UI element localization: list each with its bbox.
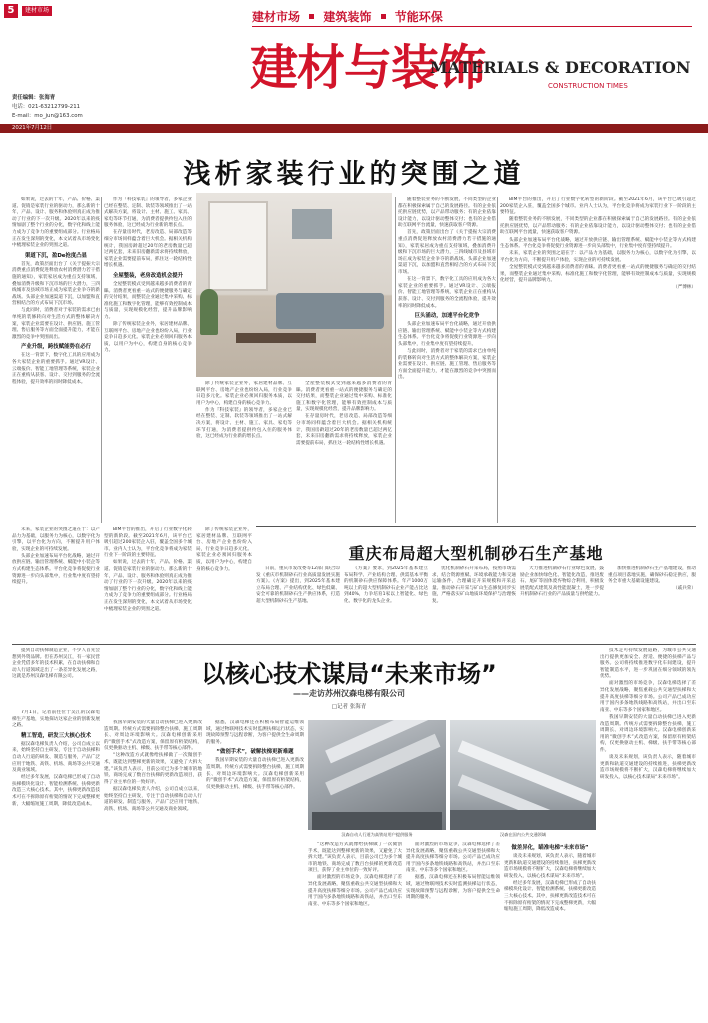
masthead-english: MATERIALS & DECORATION	[430, 58, 691, 77]
article2-col3	[432, 566, 516, 640]
article3-col2	[104, 720, 202, 1015]
article3-col7	[600, 648, 696, 1015]
article1-paragraph: 除了传统家装企业外，家居建材品牌、互联网平台、房地产企业也纷纷入局，行业竞争日趋多元化。家装企业必须回归服务本质，以用户为中心，构建自身的核心竞争力。	[196, 527, 252, 572]
article3-paragraph: 面对激烈的市场竞争，汉森电梯选择了差异化发展战略，聚焦重载公共交通型扶梯和大提升高度扶梯等细分市场。公司产品已成功应用于国内多条地铁线路和高铁站，并出口至东南亚、中东等多个国家和地区。	[406, 842, 500, 874]
article1-subhead: 巨头涌动，加速平台化竞争	[414, 313, 480, 320]
article1-paragraph: BIM平台的推出，开启了行业数字化转型的新阶段。截至2021年6月，该平台已吸引超过200家装企入驻，覆盖全国多个城市。业内人士认为，平台化竞争将成为家装行业下一阶段的主要特征。	[500, 197, 696, 216]
photo-sofa	[276, 293, 384, 329]
article1-paragraph: 随着整装业务的不断发展，不同类型的企业都在积极探索属于自己的发展路径。有的企业依托供应链优势，以产品带动服务；有的企业依靠设计能力，以设计驱动整体交付；也有的企业借助互联网平台流量，快速获取客户资源。	[398, 197, 496, 229]
article3-byline: □记者 张海青	[331, 704, 367, 710]
column-divider	[101, 197, 102, 523]
article3-paragraph: “这种改造方式就像给扶梯做了一次微创手术，既能达到整梯更新的效果，又避免了大拆大建。”该负责人表示，目前公司已为多个城市的地铁、商场完成了数百台扶梯的更新改造项目，获得了业主单位的一致好评。	[308, 842, 402, 874]
article1-paragraph: 未来，家装企业的突围之道在于：以产品力为基础，以服务力为核心，以数字化为引擎，以平台化为方向，不断提升用户体验，实现企业的可持续发展。	[12, 527, 100, 552]
article3-paragraph: 我国早期安装的大量自动扶梯已进入更新改造周期。传统方式需要拆除整台扶梯，施工周期长、对周边环境影响大。汉森电梯创新采用的“微创手术”式改造方案，保留原有桁架结构，仅更换驱动主机、梯级、扶手带等核心部件。	[600, 714, 696, 753]
article1-paragraph: 头部企业加速布局平台化战略，通过开放供应链、输出管理系统、赋能中小装企等方式构建生态体系。平台化竞争将促使行业资源进一步向头部集中，行业集中度有望持续提升。	[12, 553, 100, 586]
nav-separator-icon	[381, 14, 386, 19]
article3-paragraph: 据悉，汉森电梯还在积极布局智能运维领域，通过物联网技术实时监测扶梯运行状态，实现故障预警与远程诊断，为客户提供全生命周期的服务。	[206, 720, 304, 745]
article1-subhead: 渠道下沉，盈De抢度凸显	[24, 252, 88, 259]
article3-paragraph: 我国早期安装的大量自动扶梯已进入更新改造周期。传统方式需要拆除整台扶梯，施工周期长、对周边环境影响大。汉森电梯创新采用的“微创手术”式改造方案，保留原有桁架结构，仅更换驱动主机、梯级、扶手带等核心部件。	[206, 758, 304, 790]
article1-paragraph: 全屋整装模式受到越来越多消费者的青睐。消费者更看重一站式的便捷服务与确定的交付结果，而整装企业通过集中采购、标准化施工和数字化管理，能够有效控制成本与质量，实现规模化经营，提升品牌影响力。	[500, 264, 696, 284]
article3-paragraph: 据悉，汉森电梯还在积极布局智能运维领域，通过物联网技术实时监测扶梯运行状态，实现故障预警与远程诊断，为客户提供全生命周期的服务。	[406, 875, 500, 901]
article3-headline: 以核心技术谋局“未来市场”	[201, 660, 497, 688]
article1-paragraph: 与此同时，消费者对于家装的需求已由单纯的装修转向对生活方式的整体解决方案，家装企业需要在设计、供应链、施工管理、售后服务等方面全面提升能力，才能在激烈的竞争中突围而出。	[398, 348, 496, 381]
article2-col5	[608, 566, 696, 640]
article1-paragraph: 除了传统家装企业外，家居建材品牌、互联网平台、房地产企业也纷纷入局，行业竞争日趋多元化。家装企业必须回归服务本质，以用户为中心，构建自身的核心竞争力。	[196, 381, 292, 406]
article1-col5	[500, 197, 696, 523]
article2-author: （戚兵荣）	[673, 586, 696, 592]
article1-paragraph: 与此同时，消费者对于家装的需求已由单纯的装修转向对生活方式的整体解决方案，家装企业需要在设计、供应链、施工管理、售后服务等方面全面提升能力，才能在激烈的竞争中突围而出。	[12, 308, 100, 340]
article3-paragraph: 据汉森电梯负责人介绍，公司自成立以来，始终坚持自主研发，专注于自动扶梯和自动人行道的研发、制造与服务，产品广泛应用于地铁、高铁、机场、商场等公共交通及商业领域。	[104, 786, 202, 812]
article3-top-rule	[12, 644, 696, 645]
photo-caption-2: 汉森在国内公共交通领域	[499, 832, 547, 837]
nav-item-market: 建材市场	[252, 10, 301, 24]
article2-paragraph: 日前，重庆市发改委等12部门联合印发《重庆市机制砂石行业高质量发展实施方案》。《方案》提出，到2025年基本建立布局合理、产业结构优化、绿色低碳、安全可靠的机制砂石生产供应体系，打造超大型机制砂石生产基地。	[256, 566, 340, 604]
article1-col1-cont	[12, 527, 100, 639]
article3-paragraph: 经过多年发展，汉森电梯已形成了自动扶梯模块化设计、智能检测系统、扶梯更新改造三大核心技术。其中，扶梯更新改造技术可在不拆除原有桁架的情况下完成整梯更新，大幅缩短施工周期，降低改造成本。	[12, 775, 100, 807]
nav-item-environment: 节能环保	[394, 10, 443, 24]
masthead-title: 建材与装饰	[250, 40, 486, 96]
escalator-shape	[458, 740, 592, 804]
article3-subhead: 精工智造，研发三大核心技术	[20, 732, 92, 739]
article3-paragraph: 经过多年发展，汉森电梯已形成了自动扶梯模块化设计、智能检测系统、扶梯更新改造三大核心技术。其中，扶梯更新改造技术可在不拆除原有桁架的情况下完成整梯更新，大幅缩短施工周期，降低改造成本。	[504, 880, 596, 913]
article1-col2-cont	[104, 527, 192, 639]
article1-paragraph: 在这一背景下，数字化工具的应用成为各大家装企业的重要抓手。通过VR设计、云端报价、智能工地管理等系统，家装企业正在重构从获客、设计、交付到服务的全流程体验，提升效率的同时降低成本。	[12, 353, 100, 385]
article1-paragraph: 在这一背景下，数字化工具的应用成为各大家装企业的重要抓手。通过VR设计、云端报价、智能工地管理等系统，家装企业正在重构从获客、设计、交付到服务的全流程体验，提升效率的同时降低成本。	[398, 277, 496, 309]
photo-plant	[200, 289, 218, 335]
column-divider	[497, 197, 498, 523]
article3-subhead: “做创手术”，破解扶梯更新难题	[216, 749, 294, 756]
escalator-shape	[312, 812, 442, 830]
escalator-photo-2	[450, 720, 596, 830]
article3-col6	[504, 842, 596, 1015]
article3-paragraph: 提到自动扶梯制造企业，不少人首先会想到外资品牌。但在苏州吴江，有一家民营企业凭借多年的技术积累，在自动扶梯和自动人行道领域走出了一条差异化发展之路，这就是苏州汉森电梯有限公司。	[12, 648, 100, 680]
article1-paragraph: 头部企业加速布局平台化战略，通过开放供应链、输出管理系统、赋能中小装企等方式构建生态体系。平台化竞争将促使行业资源进一步向头部集中，行业集中度有望持续提升。	[500, 237, 696, 250]
article2-paragraph: 优化机制砂石开采布局，按照市场需求，结合资源禀赋、环境承载能力和交通运输条件，合理确定开采规模和开采总量。推动砂石开采与矿山生态修复同步实施，严格落实矿山地质环境保护与治理恢复。	[432, 566, 516, 604]
photo-table	[236, 333, 316, 343]
article3-col4	[308, 842, 402, 1015]
article1-paragraph: 未来，家装企业的突围之道在于：以产品力为基础，以服务力为核心，以数字化为引擎，以平台化为方向，不断提升用户体验，实现企业的可持续发展。	[500, 251, 696, 263]
article1-paragraph: 头部企业加速布局平台化战略，通过开放供应链、输出管理系统、赋能中小装企等方式构建生态体系。平台化竞争将促使行业资源进一步向头部集中，行业集中度有望持续提升。	[398, 322, 496, 347]
editor-email: E-mail：mo_jun@163.com	[12, 113, 83, 119]
editor-name: 责任编辑：张海青	[12, 95, 56, 101]
article1-col2	[104, 197, 192, 523]
article1-headline: 浅析家装行业的突围之道	[183, 159, 525, 190]
article2-paragraph: 《方案》要求，到2025年基本建立布局科学、产业结构合理、供需基本平衡的机制砂石供应保障体系。年产1000万吨以上的超大型机制砂石企业产能占比达到40%，力争培育1家以上智能化、绿色化、数字化的龙头企业。	[344, 566, 428, 604]
article1-subhead: 全屋整装，老房改造机会提升	[112, 273, 184, 280]
escalator-photo-1	[308, 720, 446, 830]
article1-paragraph: 全屋整装模式受到越来越多消费者的青睐。消费者更看重一站式的便捷服务与确定的交付结果，而整装企业通过集中采购、标准化施工和数字化管理，能够有效控制成本与质量，实现规模化经营，提升品牌影响力。	[104, 282, 192, 320]
article1-paragraph: 如果说，过去的十年，产品、价格、渠道、促销是家装行业的驱动力，那么新的十年，产品、设计、服务和体验则真正成为推动了行业的下一次升级。2020年以来的疫情加剧了整个行业的分化，数字化和线上能力成为了竞争力的重要组成部分。行业格局正在发生深刻的变化，本文试着从市场变化中梳理家装企业的突围之道。	[12, 197, 100, 249]
article1-subhead: 产业升级，跨技赋能势在必行	[20, 344, 92, 351]
article3-subhead: 做差异化，瞄准电梯“未来市场”	[511, 845, 589, 851]
nav-separator-icon	[309, 14, 314, 19]
article3-paragraph: 7月1日，记者前往位于吴江的汉森电梯生产基地，实地探访这家企业的创新发展之路。	[12, 710, 100, 729]
article3-paragraph: 面对激烈的市场竞争，汉森电梯选择了差异化发展战略，聚焦重载公共交通型扶梯和大提升高度扶梯等细分市场。公司产品已成功应用于国内多条地铁线路和高铁站，并出口至东南亚、中东等多个国家和地区。	[600, 681, 696, 713]
column-divider	[395, 197, 396, 523]
header-rule	[252, 26, 692, 27]
editor-info	[12, 94, 83, 121]
article1-col3b	[296, 381, 392, 523]
article3-col5	[406, 842, 500, 1015]
article2-col4	[520, 566, 604, 640]
living-room-photo	[196, 193, 392, 377]
article2-top-rule	[256, 526, 696, 527]
article3-paragraph: 面对激烈的市场竞争，汉森电梯选择了差异化发展战略，聚焦重载公共交通型扶梯和大提升高度扶梯等细分市场。公司产品已成功应用于国内多条地铁线路和高铁站，并出口至东南亚、中东等多个国家和地区。	[308, 875, 402, 907]
photo-window	[208, 201, 268, 291]
article1-paragraph: 首先，政策层面出台了《关于提振大宗消费重点消费促进释放农村消费潜力若干措施的通知》，家装家居成为重点支持领域，叠加消费升级和下沉市场的巨大潜力，三四线城市及县域市场正成为家装企业争夺的新战场。头部企业加速渠道下沉，以加盟和直营相结合的方式布局下沉市场。	[398, 230, 496, 276]
article1-paragraph: 在存量房时代，老房改造、局部改造等细分市场同样蕴含着巨大机会。据相关机构统计，我国房龄超过20年的老房数量已超过两亿套，未来旧房翻新需求将持续释放，家装企业需要提前布局，抓住这一轮结构性增长机遇。	[104, 230, 192, 269]
article1-col3	[196, 381, 292, 523]
article3-paragraph: “这种改造方式就像给扶梯做了一次微创手术，既能达到整梯更新的效果，又避免了大拆大建。”该负责人表示，目前公司已为多个城市的地铁、商场完成了数百台扶梯的更新改造项目，获得了业主单位的一致好评。	[104, 753, 202, 785]
article1-author: （严博林）	[673, 285, 696, 291]
nav-item-decoration: 建筑装饰	[323, 10, 372, 24]
article2-col2	[344, 566, 428, 640]
article3-paragraph: 谈及未来规划，该负责人表示，随着城市更新和轨道交通建设的持续推进，扶梯更新改造市场规模将不断扩大，汉森电梯将继续加大研发投入，以核心技术谋局“未来市场”。	[504, 854, 596, 879]
article1-paragraph: 全屋整装模式受到越来越多消费者的青睐。消费者更看重一站式的便捷服务与确定的交付结果，而整装企业通过集中采购、标准化施工和数字化管理，能够有效控制成本与质量，实现规模化经营，提升品牌影响力。	[296, 381, 392, 413]
article1-paragraph: 作为『科技家装』的领导者，多家企业已经在整装、定制、软装等领域推出了一站式解决方案，将设计、主材、施工、家具、家电等环节打通，为消费者提供拎包入住的服务体验，这已经成为行业新的增长点。	[196, 407, 292, 440]
article3-col1-top	[12, 648, 100, 708]
article1-col3-cont	[196, 527, 252, 639]
date-band	[0, 124, 708, 133]
article2-paragraph: 加快推进机制砂石生产基地建设，推动重点项目落地实施，确保砂石稳定供应，服务全市重大基础设施建设。	[608, 566, 696, 585]
article3-col3	[206, 720, 304, 1015]
page-header	[0, 0, 708, 34]
article1-paragraph: 除了传统家装企业外，家居建材品牌、互联网平台、房地产企业也纷纷入局，行业竞争日趋多元化。家装企业必须回归服务本质，以用户为中心，构建自身的核心竞争力。	[104, 322, 192, 354]
article1-paragraph: BIM平台的推出，开启了行业数字化转型的新阶段。截至2021年6月，该平台已吸引超过200家装企入驻，覆盖全国多个城市。业内人士认为，平台化竞争将成为家装行业下一阶段的主要特征。	[104, 527, 192, 559]
article1-col1	[12, 197, 100, 523]
article1-paragraph: 随着整装业务的不断发展，不同类型的企业都在积极探索属于自己的发展路径。有的企业依托供应链优势，以产品带动服务；有的企业依靠设计能力，以设计驱动整体交付；也有的企业借助互联网平台流量，快速获取客户资源。	[500, 217, 696, 236]
top-nav	[252, 8, 443, 25]
article1-paragraph: 首先，政策层面出台了《关于提振大宗消费重点消费促进释放农村消费潜力若干措施的通知》，家装家居成为重点支持领域，叠加消费升级和下沉市场的巨大潜力，三四线城市及县域市场正成为家装企业争夺的新战场。头部企业加速渠道下沉，以加盟和直营相结合的方式布局下沉市场。	[12, 261, 100, 307]
article1-paragraph: 如果说，过去的十年，产品、价格、渠道、促销是家装行业的驱动力，那么新的十年，产品、设计、服务和体验则真正成为推动了行业的下一次升级。2020年以来的疫情加剧了整个行业的分化，数字化和线上能力成为了竞争力的重要组成部分。行业格局正在发生深刻的变化，本文试着从市场变化中梳理家装企业的突围之道。	[104, 560, 192, 612]
article3-col1	[12, 710, 100, 1015]
photo-caption-1: 汉森自动人行道为高铁站用户提供服务	[341, 832, 413, 837]
article2-paragraph: 大力推进机制砂石行业绿色发展，鼓励企业加快绿色化、智能化改造，推进废石、尾矿等固体废弃物综合利用，积极发展装配式建筑及高性能混凝土，进一步提升机制砂石行业的产品质量与供给能力。	[520, 566, 604, 598]
article3-paragraph: 据汉森电梯负责人介绍，公司自成立以来，始终坚持自主研发，专注于自动扶梯和自动人行道的研发、制造与服务，产品广泛应用于地铁、高铁、机场、商场等公共交通及商业领域。	[12, 741, 100, 774]
article3-paragraph: 技术走可持续发展道路，为城市公共交通出行提供更加安全、舒适、便捷的扶梯产品与服务。公司将持续推进数字化车间建设，提升智能制造水平，进一步巩固在细分领域的领先优势。	[600, 648, 696, 680]
article1-paragraph: 作为『科技家装』的领导者，多家企业已经在整装、定制、软装等领域推出了一站式解决方案，将设计、主材、施工、家具、家电等环节打通，为消费者提供拎包入住的服务体验，这已经成为行业新的增长点。	[104, 197, 192, 229]
article3-subtitle: ——走访苏州汉森电梯有限公司	[293, 689, 405, 698]
section-badge: 建材市场	[22, 6, 52, 16]
page-number-badge: 5	[4, 4, 18, 18]
article2-col1	[256, 566, 340, 640]
article1-col4	[398, 197, 496, 523]
article1-paragraph: 在存量房时代，老房改造、局部改造等细分市场同样蕴含着巨大机会。据相关机构统计，我国房龄超过20年的老房数量已超过两亿套，未来旧房翻新需求将持续释放，家装企业需要提前布局，抓住这一轮结构性增长机遇。	[296, 414, 392, 446]
editor-phone: 电话：021-63212799-211	[12, 104, 81, 110]
article3-paragraph: 谈及未来规划，该负责人表示，随着城市更新和轨道交通建设的持续推进，扶梯更新改造市场规模将不断扩大，汉森电梯将继续加大研发投入，以核心技术谋局“未来市场”。	[600, 755, 696, 780]
article3-paragraph: 我国早期安装的大量自动扶梯已进入更新改造周期。传统方式需要拆除整台扶梯，施工周期长、对周边环境影响大。汉森电梯创新采用的“微创手术”式改造方案，保留原有桁架结构，仅更换驱动主机、梯级、扶手带等核心部件。	[104, 720, 202, 752]
masthead-english-sub: CONSTRUCTION TIMES	[548, 82, 628, 90]
photo-wall-art	[292, 209, 332, 239]
escalator-shape	[450, 810, 596, 830]
article2-headline: 重庆布局超大型机制砂石生产基地	[348, 544, 604, 563]
issue-date: 2021年7月12日	[12, 125, 53, 131]
